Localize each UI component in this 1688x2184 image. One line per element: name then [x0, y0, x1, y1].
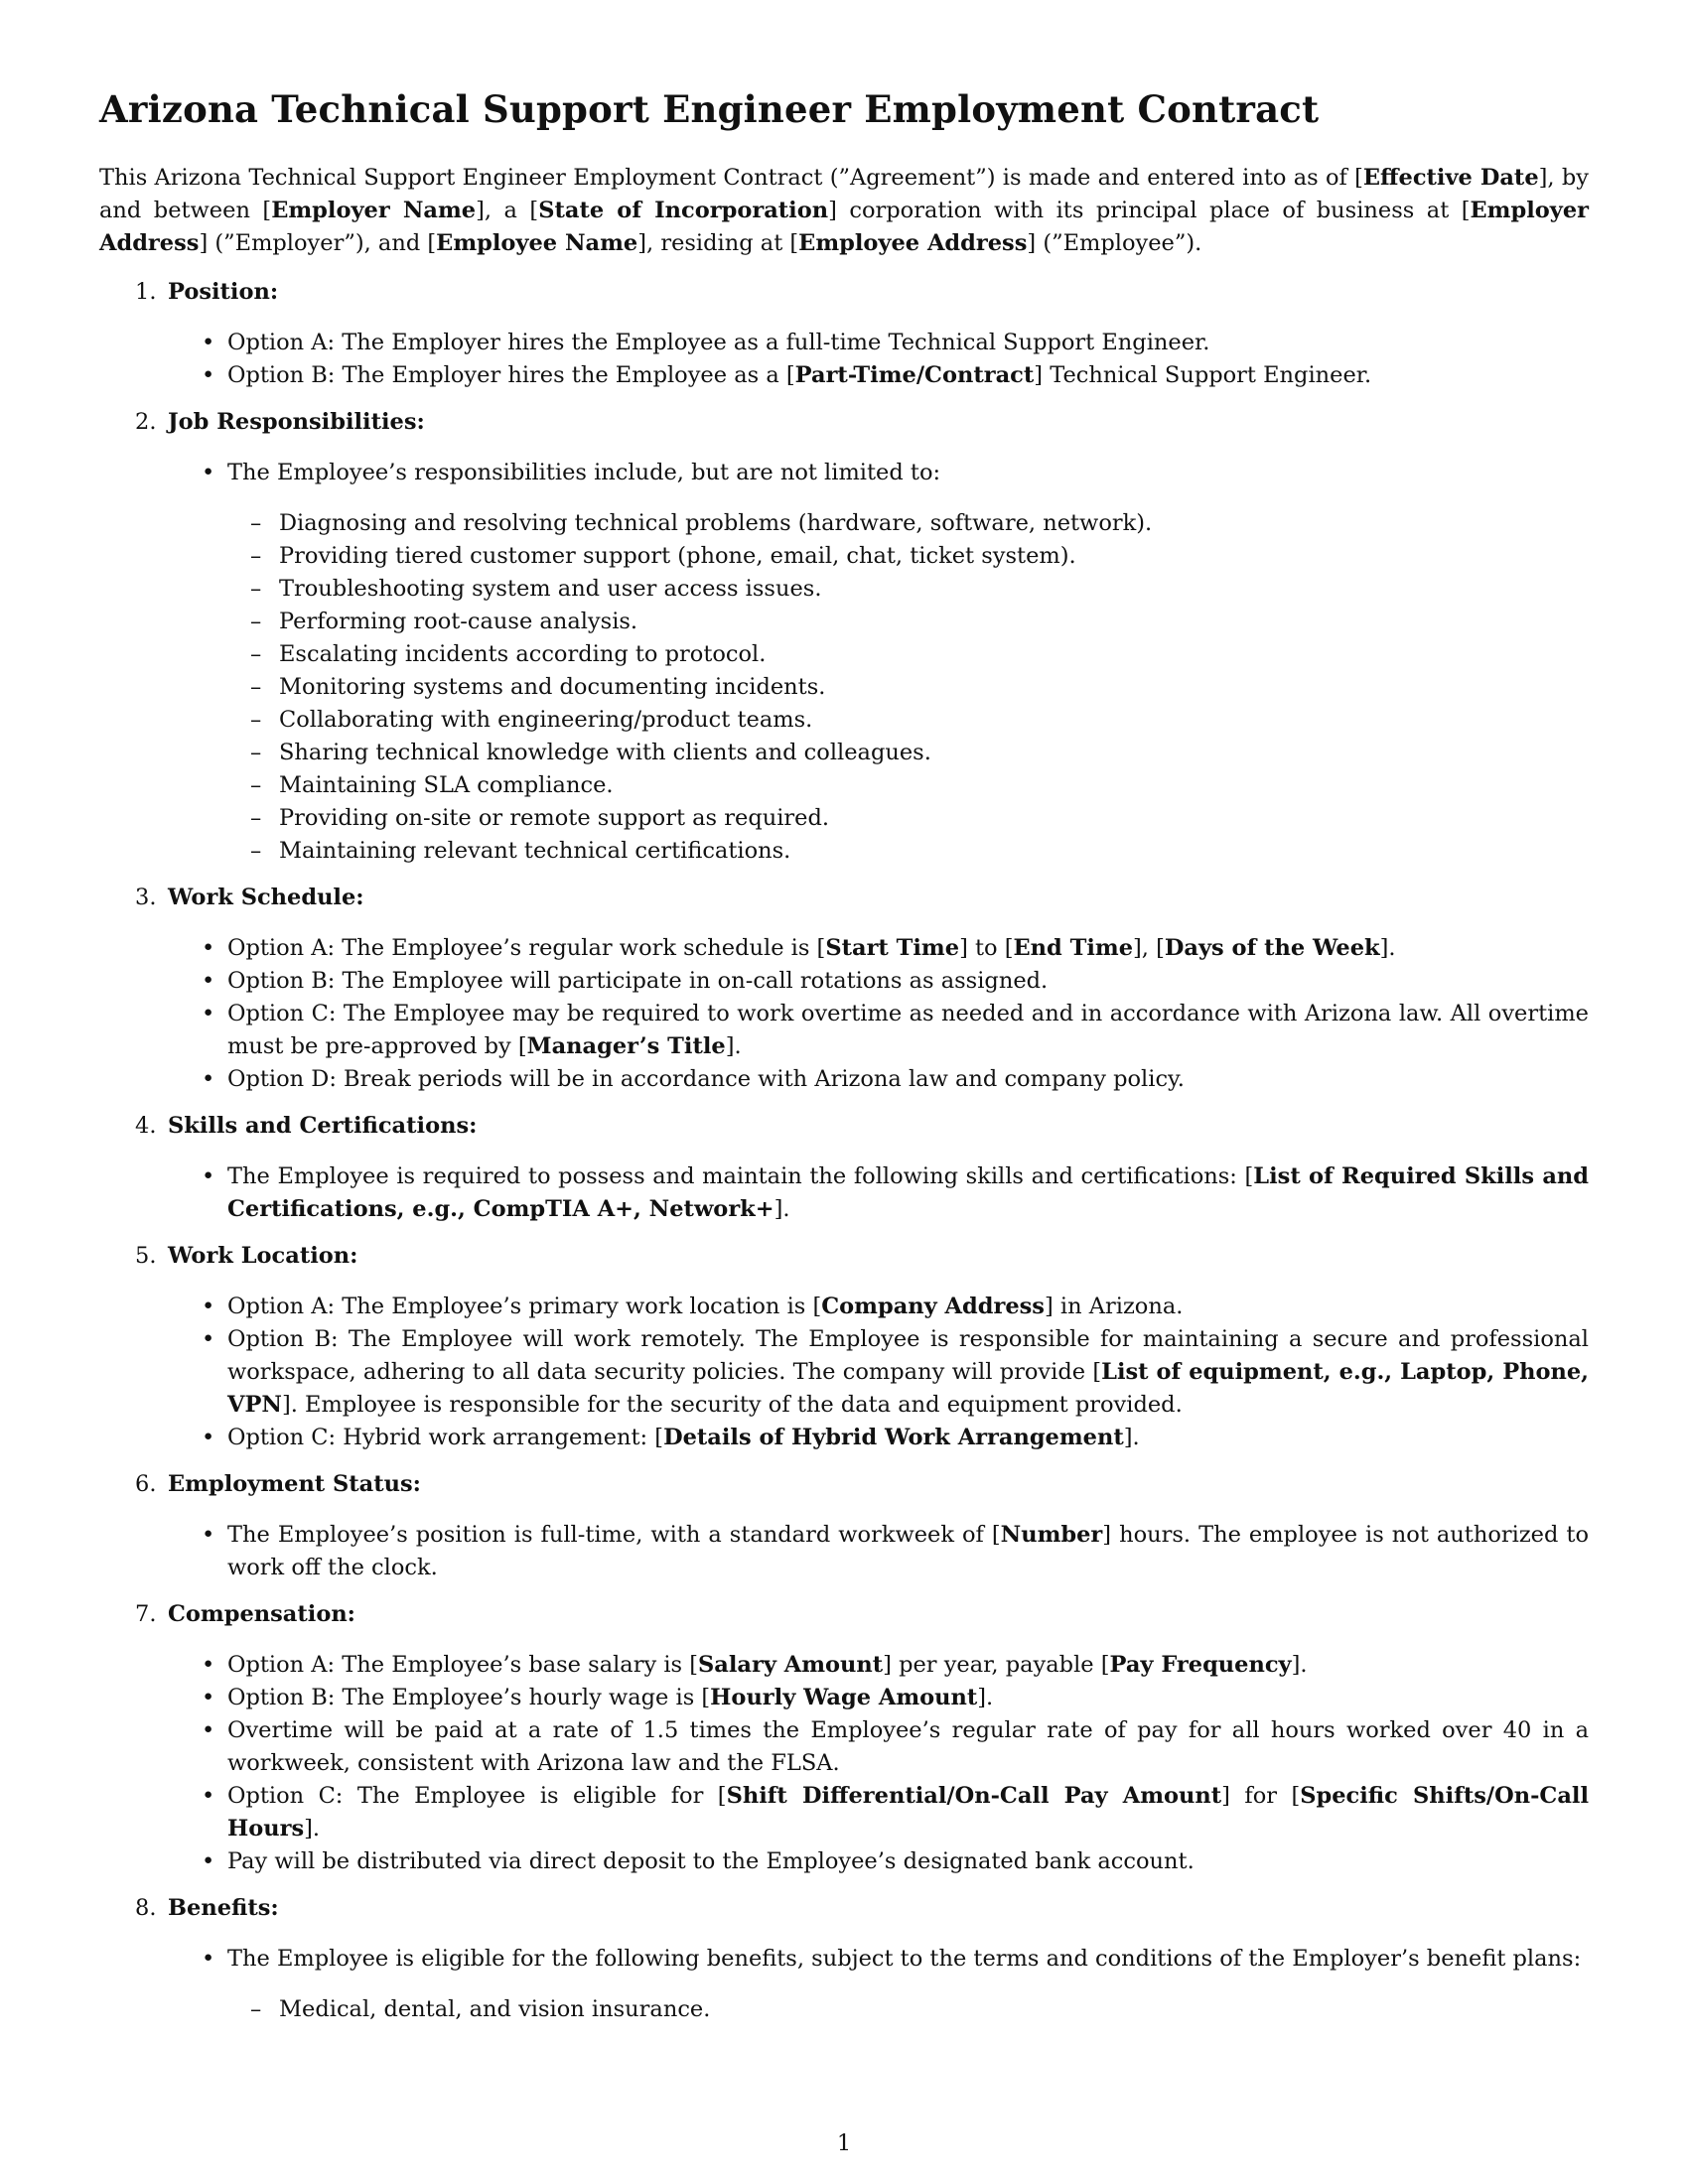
section-heading — [99, 1468, 1589, 1501]
bullet-item — [99, 1291, 1589, 1323]
sub-list-item — [99, 638, 1589, 671]
placeholder-field: Company Address — [821, 1294, 1045, 1319]
section-list — [99, 276, 1589, 2040]
bullet-text — [227, 1001, 1589, 1059]
placeholder-field: Manager’s Title — [526, 1033, 726, 1059]
text-run: ], [ — [1133, 935, 1165, 961]
bullet-list — [99, 1943, 1589, 2026]
section-item — [99, 1598, 1589, 1878]
placeholder-field: Details of Hybrid Work Arrangement — [663, 1425, 1124, 1450]
bullet-icon: • — [202, 1848, 215, 1874]
bullet-list — [99, 1519, 1589, 1584]
section-number: 5. — [135, 1243, 157, 1269]
dash-icon: – — [250, 740, 262, 765]
sub-list-item — [99, 671, 1589, 704]
section-item — [99, 276, 1589, 392]
bullet-icon: • — [202, 1294, 215, 1319]
placeholder-field: Number — [1000, 1522, 1103, 1548]
document-page — [99, 0, 1589, 2184]
bullet-item — [99, 1714, 1589, 1780]
placeholder-field: State of Incorporation — [538, 198, 829, 223]
text-run: Option C: The Employee may be required to work overtime as needed and in accordance with Arizona law. All overtime must be pre-approved by [ — [227, 1001, 1589, 1059]
section-number: 8. — [135, 1895, 157, 1921]
text-run: ], a [ — [476, 198, 539, 223]
text-run: ] corporation with its principal place of business at [ — [828, 198, 1471, 223]
dash-icon: – — [250, 609, 262, 634]
bullet-icon: • — [202, 1685, 215, 1710]
section-title: Compensation: — [168, 1601, 355, 1627]
text-run: ] to [ — [959, 935, 1014, 961]
placeholder-field: End Time — [1013, 935, 1134, 961]
bullet-icon: • — [202, 362, 215, 388]
text-run: ]. Employee is responsible for the security of the data and equipment provided. — [281, 1392, 1183, 1418]
text-run: This Arizona Technical Support Engineer Employment Contract (”Agreement”) is made and entered into as of [ — [99, 165, 1363, 191]
bullet-text — [227, 935, 1396, 961]
section-number: 6. — [135, 1471, 157, 1497]
sub-list — [99, 1993, 1589, 2026]
bullet-text — [227, 1425, 1140, 1450]
bullet-item — [99, 965, 1589, 998]
text-run: ] per year, payable [ — [883, 1652, 1110, 1678]
page-number: 1 — [836, 2130, 852, 2156]
sub-item-text: Collaborating with engineering/product teams. — [279, 707, 813, 733]
sub-list — [99, 507, 1589, 868]
placeholder-field: Days of the Week — [1164, 935, 1380, 961]
bullet-text — [227, 1294, 1183, 1319]
bullet-item — [99, 1323, 1589, 1422]
section-title: Work Schedule: — [168, 885, 364, 910]
placeholder-field: Employee Address — [798, 230, 1028, 256]
placeholder-field: Hourly Wage Amount — [710, 1685, 978, 1710]
bullet-list — [99, 1160, 1589, 1226]
sub-list-item — [99, 737, 1589, 769]
text-run: ]. — [774, 1196, 790, 1222]
sub-item-text: Providing tiered customer support (phone, email, chat, ticket system). — [279, 543, 1076, 569]
bullet-icon: • — [202, 1163, 215, 1189]
placeholder-field: Part-Time/Contract — [794, 362, 1035, 388]
bullet-text — [227, 1685, 993, 1710]
bullet-text — [227, 362, 1371, 388]
section-number: 3. — [135, 885, 157, 910]
section-number: 2. — [135, 409, 157, 435]
bullet-text — [227, 1783, 1589, 1842]
section-heading — [99, 1240, 1589, 1273]
section-title: Position: — [168, 279, 279, 305]
sub-list-item — [99, 1993, 1589, 2026]
text-run: Option A: The Employee’s base salary is [ — [227, 1652, 699, 1678]
bullet-item — [99, 1780, 1589, 1845]
section-item — [99, 1892, 1589, 2026]
dash-icon: – — [250, 576, 262, 602]
bullet-item — [99, 998, 1589, 1063]
placeholder-field: Employer Name — [271, 198, 477, 223]
dash-icon: – — [250, 1996, 262, 2022]
bullet-icon: • — [202, 968, 215, 994]
section-title: Employment Status: — [168, 1471, 421, 1497]
placeholder-field: Employee Name — [436, 230, 638, 256]
bullet-list — [99, 1649, 1589, 1878]
document-title: Arizona Technical Support Engineer Employment Contract — [99, 87, 1320, 131]
text-run: Option A: The Employer hires the Employee as a full-time Technical Support Engineer. — [227, 330, 1210, 355]
bullet-item — [99, 1160, 1589, 1226]
sub-item-text: Maintaining relevant technical certifications. — [279, 838, 791, 864]
bullet-text — [227, 1946, 1581, 1972]
dash-icon: – — [250, 543, 262, 569]
text-run: ] (”Employee”). — [1027, 230, 1202, 256]
bullet-icon: • — [202, 1425, 215, 1450]
bullet-icon: • — [202, 935, 215, 961]
section-title: Work Location: — [168, 1243, 358, 1269]
text-run: Option D: Break periods will be in accordance with Arizona law and company policy. — [227, 1066, 1185, 1092]
bullet-text — [227, 1522, 1589, 1580]
section-heading — [99, 406, 1589, 439]
text-run: The Employee’s responsibilities include, but are not limited to: — [227, 460, 941, 485]
bullet-text — [227, 1848, 1195, 1874]
bullet-icon: • — [202, 1652, 215, 1678]
bullet-icon: • — [202, 1326, 215, 1352]
bullet-text — [227, 460, 940, 485]
text-run: Option A: The Employee’s primary work location is [ — [227, 1294, 822, 1319]
sub-item-text: Medical, dental, and vision insurance. — [279, 1996, 711, 2022]
bullet-icon: • — [202, 1946, 215, 1972]
text-run: Pay will be distributed via direct deposit to the Employee’s designated bank account. — [227, 1848, 1195, 1874]
dash-icon: – — [250, 838, 262, 864]
sub-list-item — [99, 573, 1589, 606]
bullet-icon: • — [202, 330, 215, 355]
text-run: ] hours. The employee is not authorized to work off the clock. — [227, 1522, 1589, 1580]
dash-icon: – — [250, 707, 262, 733]
intro-paragraph — [99, 162, 1589, 260]
text-run: ] (”Employer”), and [ — [199, 230, 437, 256]
bullet-text — [227, 330, 1209, 355]
text-run: Option A: The Employee’s regular work schedule is [ — [227, 935, 826, 961]
bullet-item — [99, 1063, 1589, 1096]
bullet-text — [227, 1163, 1589, 1222]
bullet-icon: • — [202, 460, 215, 485]
sub-list-item — [99, 507, 1589, 540]
text-run: The Employee’s position is full-time, with a standard workweek of [ — [227, 1522, 1001, 1548]
section-item — [99, 882, 1589, 1096]
text-run: ], residing at [ — [637, 230, 799, 256]
sub-item-text: Maintaining SLA compliance. — [279, 772, 614, 798]
bullet-icon: • — [202, 1717, 215, 1743]
sub-list-item — [99, 835, 1589, 868]
sub-item-text: Monitoring systems and documenting incidents. — [279, 674, 826, 700]
bullet-text — [227, 1066, 1185, 1092]
section-title: Job Responsibilities: — [168, 409, 425, 435]
bullet-item — [99, 1682, 1589, 1714]
dash-icon: – — [250, 772, 262, 798]
sub-item-text: Performing root-cause analysis. — [279, 609, 638, 634]
section-item — [99, 1468, 1589, 1584]
section-number: 7. — [135, 1601, 157, 1627]
text-run: Option B: The Employee will participate in on-call rotations as assigned. — [227, 968, 1049, 994]
placeholder-field: List of Required Skills and Certifications, e.g., CompTIA A+, Network+ — [227, 1163, 1590, 1222]
section-number: 1. — [135, 279, 157, 305]
section-item — [99, 1110, 1589, 1226]
section-title: Benefits: — [168, 1895, 279, 1921]
section-heading — [99, 276, 1589, 309]
section-heading — [99, 1598, 1589, 1631]
dash-icon: – — [250, 805, 262, 831]
bullet-icon: • — [202, 1783, 215, 1809]
text-run: Option C: The Employee is eligible for [ — [227, 1783, 727, 1809]
text-run: Option B: The Employee’s hourly wage is [ — [227, 1685, 711, 1710]
bullet-list — [99, 327, 1589, 392]
bullet-list — [99, 457, 1589, 868]
section-heading — [99, 1892, 1589, 1925]
text-run: ] in Arizona. — [1044, 1294, 1184, 1319]
section-heading — [99, 882, 1589, 914]
text-run: The Employee is required to possess and maintain the following skills and certifications: [ — [227, 1163, 1254, 1189]
text-run: ]. — [977, 1685, 994, 1710]
text-run: Option B: The Employer hires the Employee as a [ — [227, 362, 795, 388]
placeholder-field: Specific Shifts/On-Call Hours — [227, 1783, 1590, 1842]
text-run: ]. — [1291, 1652, 1308, 1678]
bullet-icon: • — [202, 1522, 215, 1548]
dash-icon: – — [250, 674, 262, 700]
text-run: ]. — [725, 1033, 742, 1059]
bullet-list — [99, 1291, 1589, 1454]
section-item — [99, 406, 1589, 868]
bullet-item — [99, 1943, 1589, 1976]
bullet-item — [99, 1649, 1589, 1682]
text-run: Option C: Hybrid work arrangement: [ — [227, 1425, 664, 1450]
bullet-item — [99, 327, 1589, 359]
sub-item-text: Sharing technical knowledge with clients and colleagues. — [279, 740, 931, 765]
sub-item-text: Providing on-site or remote support as required. — [279, 805, 830, 831]
placeholder-field: Salary Amount — [698, 1652, 884, 1678]
bullet-text — [227, 1326, 1589, 1418]
sub-list-item — [99, 704, 1589, 737]
placeholder-field: List of equipment, e.g., Laptop, Phone, VPN — [227, 1359, 1589, 1418]
text-run: The Employee is eligible for the following benefits, subject to the terms and conditions of the Employer’s benefit plans: — [227, 1946, 1582, 1972]
placeholder-field: Shift Differential/On-Call Pay Amount — [726, 1783, 1222, 1809]
text-run: ] for [ — [1221, 1783, 1301, 1809]
section-heading — [99, 1110, 1589, 1143]
dash-icon: – — [250, 641, 262, 667]
section-item — [99, 1240, 1589, 1454]
bullet-icon: • — [202, 1001, 215, 1026]
sub-list-item — [99, 769, 1589, 802]
sub-list-item — [99, 606, 1589, 638]
bullet-text — [227, 1652, 1308, 1678]
text-run: Option B: The Employee will work remotely. The Employee is responsible for maintaining a secure and professional workspace, adhering to all data security policies. The company will provide [ — [227, 1326, 1589, 1385]
text-run: ] Technical Support Engineer. — [1034, 362, 1372, 388]
sub-item-text: Diagnosing and resolving technical problems (hardware, software, network). — [279, 510, 1153, 536]
text-run: ], by and between [ — [99, 165, 1589, 223]
bullet-item — [99, 457, 1589, 489]
section-number: 4. — [135, 1113, 157, 1139]
placeholder-field: Pay Frequency — [1109, 1652, 1292, 1678]
placeholder-field: Employer Address — [99, 198, 1589, 256]
sub-item-text: Escalating incidents according to protocol. — [279, 641, 767, 667]
text-run: ]. — [1379, 935, 1396, 961]
bullet-list — [99, 932, 1589, 1096]
text-run: ]. — [1123, 1425, 1140, 1450]
bullet-item — [99, 359, 1589, 392]
sub-item-text: Troubleshooting system and user access issues. — [279, 576, 822, 602]
bullet-item — [99, 1519, 1589, 1584]
bullet-item — [99, 1845, 1589, 1878]
sub-list-item — [99, 802, 1589, 835]
dash-icon: – — [250, 510, 262, 536]
section-title: Skills and Certifications: — [168, 1113, 478, 1139]
bullet-icon: • — [202, 1066, 215, 1092]
placeholder-field: Start Time — [825, 935, 960, 961]
text-run: Overtime will be paid at a rate of 1.5 times the Employee’s regular rate of pay for all hours worked over 40 in a workweek, consistent with Arizona law and the FLSA. — [227, 1717, 1589, 1776]
bullet-item — [99, 932, 1589, 965]
bullet-item — [99, 1422, 1589, 1454]
bullet-text — [227, 1717, 1589, 1776]
sub-list-item — [99, 540, 1589, 573]
text-run: ]. — [304, 1816, 321, 1842]
bullet-text — [227, 968, 1048, 994]
placeholder-field: Effective Date — [1362, 165, 1539, 191]
